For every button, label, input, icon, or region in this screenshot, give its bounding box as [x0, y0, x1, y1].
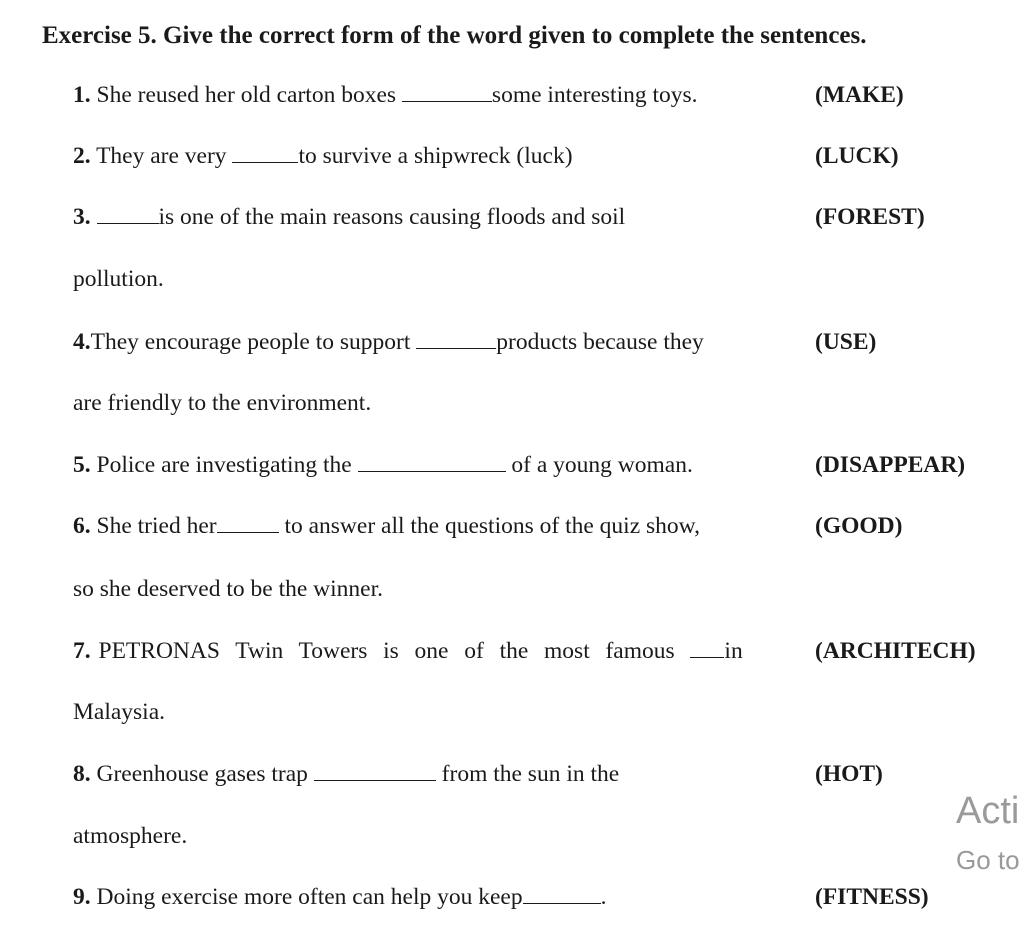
question-text-before: PETRONAS Twin Towers is one of the most famous [90, 638, 691, 664]
question-9 [73, 884, 606, 911]
question-1 [73, 82, 698, 109]
answer-blank-5[interactable] [358, 470, 506, 472]
question-text-before: They encourage people to support [90, 329, 417, 355]
question-4 [73, 329, 704, 356]
question-text-after: is one of the main reasons causing floods and soil [158, 204, 626, 230]
answer-blank-1[interactable] [402, 100, 492, 102]
question-text-before: Police are investigating the [90, 452, 358, 478]
question-text-before: She tried her [90, 513, 217, 539]
question-text-after: products because they [496, 329, 704, 355]
word-hint-4: (USE) [815, 329, 877, 355]
word-hint-7: (ARCHITECH) [815, 638, 976, 664]
question-number: 4. [73, 329, 91, 355]
question-number: 1. [73, 82, 91, 108]
answer-blank-4[interactable] [416, 347, 496, 349]
word-hint-8: (HOT) [815, 761, 883, 787]
question-8-continuation: atmosphere. [73, 823, 188, 849]
question-3 [73, 204, 625, 231]
question-number: 5. [73, 452, 91, 478]
question-6 [73, 513, 700, 540]
word-hint-1: (MAKE) [815, 82, 904, 108]
question-text-after: of a young woman. [505, 452, 693, 478]
word-hint-6: (GOOD) [815, 513, 903, 539]
question-text-before: Doing exercise more often can help you keep [90, 884, 523, 910]
question-3-continuation: pollution. [73, 266, 164, 292]
question-text-after: . [600, 884, 607, 910]
answer-blank-3[interactable] [97, 222, 159, 224]
word-hint-9: (FITNESS) [815, 884, 929, 910]
activation-watermark-subtitle: Go to [956, 845, 1020, 875]
question-text-after: to survive a shipwreck (luck) [298, 143, 573, 169]
word-hint-5: (DISAPPEAR) [815, 452, 966, 478]
question-text-after: in [724, 638, 743, 664]
question-text-before: Greenhouse gases trap [90, 761, 314, 787]
answer-blank-7[interactable] [690, 656, 724, 658]
question-number: 6. [73, 513, 91, 539]
question-text-before: They are very [90, 143, 233, 169]
question-8 [73, 761, 619, 788]
answer-blank-9[interactable] [523, 902, 601, 904]
question-number: 9. [73, 884, 91, 910]
question-7-continuation: Malaysia. [73, 699, 166, 725]
question-6-continuation: so she deserved to be the winner. [73, 576, 383, 602]
answer-blank-6[interactable] [217, 531, 279, 533]
question-text-after: to answer all the questions of the quiz show, [278, 513, 700, 539]
exercise-title: Exercise 5. Give the correct form of the word given to complete the sentences. [42, 22, 867, 49]
answer-blank-2[interactable] [232, 161, 298, 163]
activation-watermark-title: Acti [956, 790, 1020, 832]
question-text-before [91, 204, 97, 230]
question-4-continuation: are friendly to the environment. [73, 390, 372, 416]
question-number: 8. [73, 761, 91, 787]
question-5 [73, 452, 693, 479]
word-hint-3: (FOREST) [815, 204, 925, 230]
question-text-after: from the sun in the [435, 761, 620, 787]
question-text-before: She reused her old carton boxes [90, 82, 402, 108]
word-hint-2: (LUCK) [815, 143, 899, 169]
answer-blank-8[interactable] [314, 779, 436, 781]
question-2 [73, 143, 573, 170]
question-7 [73, 638, 743, 665]
question-number: 2. [73, 143, 91, 169]
question-text-after: some interesting toys. [491, 82, 698, 108]
question-number: 7. [73, 638, 91, 664]
question-number: 3. [73, 204, 91, 230]
